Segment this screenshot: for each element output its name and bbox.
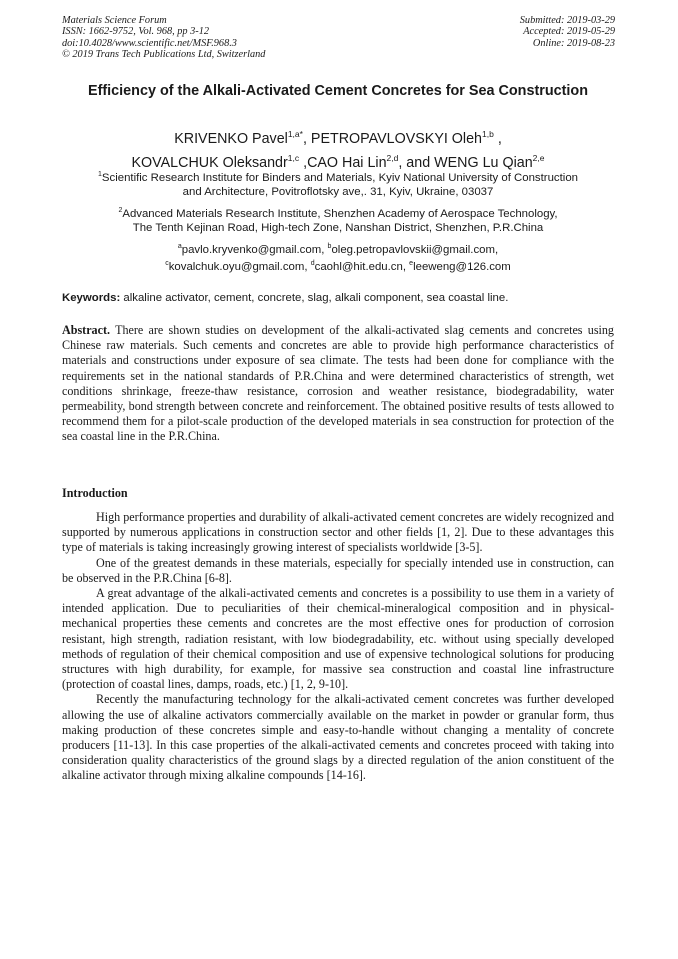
- affiliation-line: Advanced Materials Research Institute, Shenzhen Academy of Aerospace Technology,: [122, 207, 558, 220]
- email-separator: ,: [402, 261, 410, 274]
- author-name: KRIVENKO Pavel: [174, 130, 288, 147]
- keywords-text: alkaline activator, cement, concrete, slag, alkali component, sea coastal line.: [123, 292, 509, 304]
- body-paragraph: A great advantage of the alkali-activated cements and concretes is a possibility to use them in a variety of intended application. Due to peculiarities of their chemical-mineralogical composition and in physical-mechanical properties these cements and concretes are the most effective ones for production of corrosion resistant, high strength, radiation resistant, with low biodegradability, etc. without using specially developed methods of regulation of their chemical composition and use of expensive technological solutions for producing structures with high durability, for example, for massive sea construction and coastal line infrastructure (protection of coastal lines, damps, roads, etc.) [1, 2, 9-10].: [62, 586, 614, 692]
- email-address: leeweng@126.com: [413, 261, 511, 274]
- author-superscript: 2,d: [386, 153, 399, 164]
- affiliation-2: [62, 204, 614, 236]
- author-list: [62, 125, 614, 174]
- journal-issn: ISSN: 1662-9752, Vol. 968, pp 3-12: [62, 26, 210, 38]
- email-separator: ,: [321, 243, 328, 256]
- affiliation-marker: 1: [98, 171, 102, 178]
- author-superscript: 2,e: [532, 153, 545, 164]
- author-superscript: 1,b: [482, 129, 494, 139]
- abstract-label: Abstract.: [62, 323, 111, 337]
- author-separator: ,: [302, 130, 311, 147]
- email-address: caohl@hit.edu.cn: [314, 261, 403, 274]
- affiliation-marker: 2: [118, 207, 123, 214]
- introduction-body: [62, 510, 614, 784]
- submitted-date: Submitted: 2019-03-29: [519, 15, 615, 26]
- email-separator: ,: [304, 261, 311, 274]
- journal-doi: doi:10.4028/www.scientific.net/MSF.968.3: [62, 37, 237, 49]
- journal-info: [62, 15, 265, 61]
- body-paragraph: High performance properties and durability of alkali-activated cement concretes are widely recognized and supported by numerous applications in construction sector and other fields [1, 2]. Due to these advantages this type of materials is taking increasingly growing interest of specialists worldwide [3-5].: [62, 510, 614, 555]
- author-superscript: 1,a*: [287, 129, 303, 139]
- email-marker: b: [327, 243, 332, 250]
- abstract-text: There are shown studies on development of the alkali-activated slag cements and concretes using Chinese raw materials. Such cements and concretes are able to provide high performance characteristics of materials and constructions under exposure of sea climate. The tests had been done for compliance with the requirements set in the national standards of P.R.China and were determined characteristics of strength, wet conditions shrinkage, freeze-thaw resistance, corrosion and weather resistance, biodegradability, water permeability, bond strength between concrete and reinforcement. The obtained positive results of tests allowed to recommend them for a pilot-scale production of the developed materials in sea construction for protection of the sea coastal line in the P.R.China.: [62, 323, 614, 444]
- affiliation-line: Scientific Research Institute for Binders and Materials, Kyiv National University of Construction: [101, 171, 578, 184]
- email-marker: e: [409, 260, 414, 268]
- email-marker: a: [177, 243, 182, 250]
- introduction-heading: Introduction: [62, 486, 128, 500]
- author-superscript: 1,c: [287, 153, 300, 164]
- journal-name: Materials Science Forum: [62, 15, 167, 26]
- author-separator: , and: [398, 155, 435, 172]
- online-date: Online: 2019-08-23: [532, 37, 615, 49]
- keywords-label: Keywords:: [62, 292, 121, 304]
- email-address: kovalchuk.oyu@gmail.com: [168, 261, 305, 274]
- affiliation-line: and Architecture, Povitroflotsky ave,. 31, Kyiv, Ukraine, 03037: [182, 186, 494, 199]
- email-marker: c: [165, 260, 169, 268]
- email-marker: d: [310, 260, 315, 268]
- body-paragraph: One of the greatest demands in these materials, especially for specially intended use in construction, can be observed in the P.R.China [6-8].: [62, 555, 614, 585]
- author-name: PETROPAVLOVSKYI Oleh: [310, 130, 483, 147]
- author-separator: ,: [299, 155, 308, 172]
- submission-dates: [520, 15, 615, 49]
- email-address: pavlo.kryvenko@gmail.com: [181, 243, 322, 256]
- keywords-section: [62, 291, 614, 305]
- author-separator: ,: [493, 130, 502, 147]
- abstract-section: [62, 323, 614, 445]
- paper-title: Efficiency of the Alkali-Activated Cement Concretes for Sea Construction: [87, 83, 589, 99]
- author-emails: [62, 240, 614, 275]
- journal-copyright: © 2019 Trans Tech Publications Ltd, Switzerland: [62, 49, 266, 61]
- email-separator: ,: [494, 243, 499, 256]
- author-name: KOVALCHUK Oleksandr: [131, 155, 288, 172]
- accepted-date: Accepted: 2019-05-29: [523, 26, 615, 38]
- affiliation-line: The Tenth Kejinan Road, High-tech Zone, Nanshan District, Shenzhen, P.R.China: [132, 222, 544, 235]
- email-address: oleg.petropavlovskii@gmail.com: [331, 243, 495, 256]
- author-name: WENG Lu Qian: [434, 155, 533, 172]
- affiliation-1: [62, 168, 614, 200]
- body-paragraph: Recently the manufacturing technology for the alkali-activated cement concretes was further developed allowing the use of alkaline activators commercially available on the market in powder or granular form, thus making production of these concretes simple and easy-to-handle without changing a mentality of concrete producers [11-13]. In this case properties of the alkali-activated cements and concretes proceed with taking into consideration quality characteristics of the ground slags by a directed regulation of the anion constituent of the alkaline activator through mixing alkaline compounds [14-16].: [62, 692, 614, 783]
- author-name: CAO Hai Lin: [307, 155, 387, 172]
